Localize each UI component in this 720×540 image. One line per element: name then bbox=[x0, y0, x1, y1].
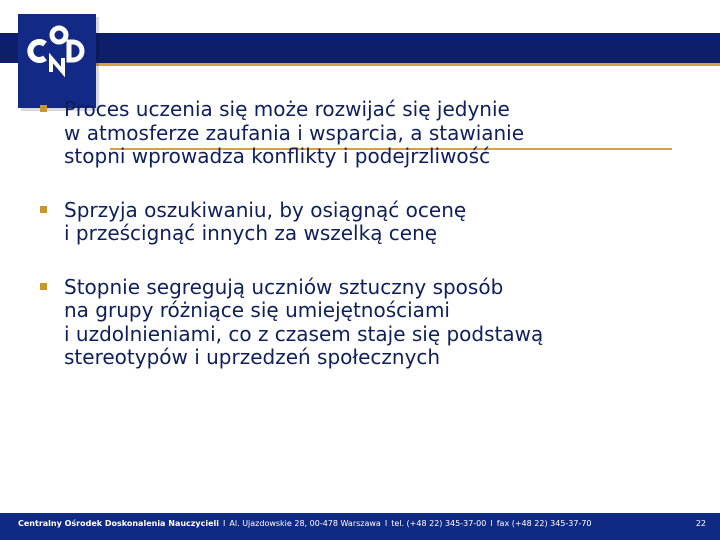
footer-fax: fax (+48 22) 345-37-70 bbox=[496, 519, 592, 528]
bullet-text: Sprzyja oszukiwaniu, by osiągnąć ocenę i prześcignąć innych za wszelką cenę bbox=[64, 197, 467, 245]
header-accent-line bbox=[95, 63, 720, 66]
footer-info bbox=[18, 519, 592, 528]
bullet-marker-icon bbox=[40, 105, 47, 112]
bullet-item bbox=[40, 98, 680, 169]
bullet-marker-icon bbox=[40, 283, 47, 290]
footer-separator: I bbox=[384, 519, 388, 528]
codn-logo bbox=[18, 14, 96, 108]
bullet-list bbox=[40, 98, 680, 400]
page-number: 22 bbox=[695, 519, 706, 528]
bullet-marker-icon bbox=[40, 206, 47, 213]
footer-org: Centralny Ośrodek Doskonalenia Nauczycieli bbox=[18, 519, 220, 528]
footer-address: Al. Ujazdowskie 28, 00-478 Warszawa bbox=[229, 519, 381, 528]
header-bar bbox=[0, 33, 720, 63]
footer-phone: tel. (+48 22) 345-37-00 bbox=[391, 519, 487, 528]
footer-separator: I bbox=[223, 519, 226, 528]
bullet-item bbox=[40, 199, 680, 246]
footer-bar bbox=[0, 513, 720, 540]
bullet-text: Proces uczenia się może rozwijać się jedynie w atmosferze zaufania i wsparcia, a stawianie stopni wprowadza konflikty i podejrzliwość bbox=[64, 97, 525, 168]
footer-separator: I bbox=[490, 519, 493, 528]
logo-icon bbox=[18, 14, 96, 108]
bullet-item bbox=[40, 276, 680, 370]
bullet-text: Stopnie segregują uczniów sztuczny sposób na grupy różniące się umiejętnościami i uzdolnieniami, co z czasem staje się podstawą stereotypów i uprzedzeń społecznych bbox=[64, 274, 544, 369]
